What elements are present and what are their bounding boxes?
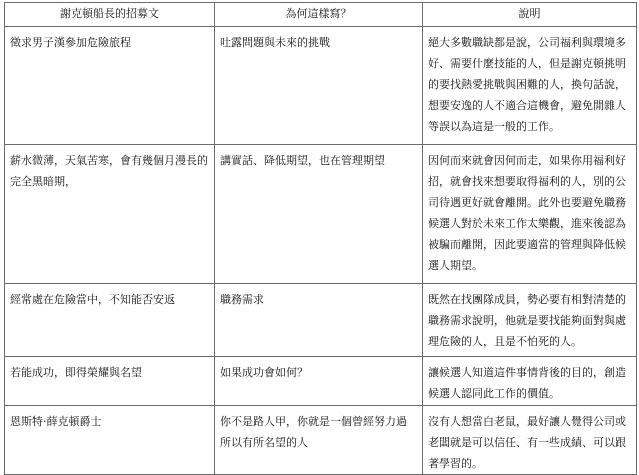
table-row xyxy=(5,27,637,145)
ad-text-cell: 徵求男子漢參加危險旅程 xyxy=(5,27,215,145)
why-cell: 吐露問題與未來的挑戰 xyxy=(215,27,423,145)
why-cell: 職務需求 xyxy=(215,284,423,357)
ad-text-cell: 薪水微薄，天氣苦寒，會有幾個月漫長的完全黑暗期， xyxy=(5,145,215,284)
explanation-cell: 既然在找團隊成員，勢必要有相對清楚的職務需求說明，他就是要找能夠面對與處理危險的人，且是不怕死的人。 xyxy=(423,284,637,357)
header-why: 為何這樣寫？ xyxy=(215,3,423,27)
explanation-cell: 讓候選人知道這件事情背後的目的，創造候選人認同此工作的價值。 xyxy=(423,357,637,406)
ad-text-cell: 恩斯特·薛克頓爵士 xyxy=(5,406,215,475)
table-row xyxy=(5,284,637,357)
table-row xyxy=(5,406,637,475)
why-cell: 講實話、降低期望，也在管理期望 xyxy=(215,145,423,284)
explanation-cell: 沒有人想當白老鼠，最好讓人覺得公司或老闆就是可以信任、有一些成績、可以跟著學習的。 xyxy=(423,406,637,475)
explanation-cell: 因何而來就會因何而走，如果你用福利好招，就會找來想要取得福利的人，別的公司待遇更好就會離開。此外也要避免職務候選人對於未來工作太樂觀，進來後認為被騙而離開，因此要適當的管理與降低候選人期望。 xyxy=(423,145,637,284)
header-explanation: 說明 xyxy=(423,3,637,27)
why-cell: 如果成功會如何？ xyxy=(215,357,423,406)
table-row xyxy=(5,145,637,284)
why-cell: 你不是路人甲，你就是一個曾經努力過所以有所名望的人 xyxy=(215,406,423,475)
recruitment-analysis-table xyxy=(4,2,637,475)
explanation-cell: 絕大多數職缺都是說，公司福利與環境多好、需要什麼技能的人，但是謝克頓挑明的要找熱愛挑戰與困難的人，換句話說，想要安逸的人不適合這機會，避免閒雜人等誤以為這是一般的工作。 xyxy=(423,27,637,145)
header-ad-text: 謝克頓船長的招募文 xyxy=(5,3,215,27)
table-row xyxy=(5,357,637,406)
table-header-row xyxy=(5,3,637,27)
ad-text-cell: 若能成功，即得榮耀與名望 xyxy=(5,357,215,406)
ad-text-cell: 經常處在危險當中，不知能否安返 xyxy=(5,284,215,357)
